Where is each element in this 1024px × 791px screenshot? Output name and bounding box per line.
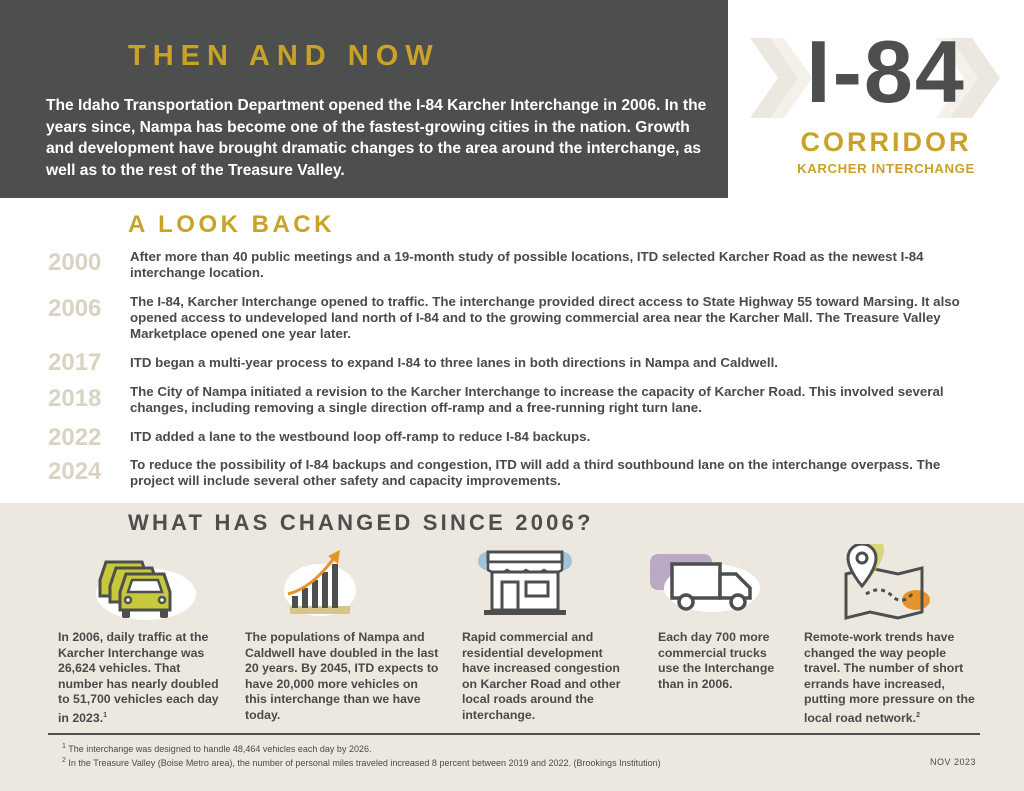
- timeline-text: The I-84, Karcher Interchange opened to traffic. The interchange provided direct access to State Highway 55 toward Marsing. It also opened access to undeveloped land north of I-84 and to the growing commercial area near the Karcher Mall. The Treasure Valley Marketplace opened one year later.: [130, 294, 960, 341]
- timeline-text: ITD began a multi-year process to expand I-84 to three lanes in both directions in Nampa and Caldwell.: [130, 355, 778, 370]
- change-population-text: [245, 630, 440, 723]
- change-text: The populations of Nampa and Caldwell have doubled in the last 20 years. By 2045, ITD expects to have 20,000 more vehicles on this interchange than we have today.: [245, 630, 439, 722]
- growth-chart-icon: [282, 548, 362, 623]
- corridor-logo: [728, 0, 1024, 198]
- date-code: NOV 2023: [930, 757, 977, 767]
- truck-icon: [646, 548, 762, 623]
- intro-paragraph: The Idaho Transportation Department opened the I-84 Karcher Interchange in 2006. In the years since, Nampa has become one of the fastest-growing cities in the nation. Growth and development have brought dramatic changes to the area around the interchange, as well as to the rest of the Treasure Valley.: [46, 97, 707, 179]
- changes-title: WHAT HAS CHANGED SINCE 2006?: [128, 510, 594, 535]
- footnote-text: In the Treasure Valley (Boise Metro area), the number of personal miles traveled increased 8 percent between 2019 and 2022. (Brookings Institution): [68, 758, 661, 768]
- change-development-text: [462, 630, 634, 723]
- footnote-text: The interchange was designed to handle 48,464 vehicles each day by 2026.: [68, 744, 372, 754]
- timeline-text: The City of Nampa initiated a revision to the Karcher Interchange to increase the capacity of Karcher Road. This involved several changes, including removing a single direction off-ramp and a free-running right turn lane.: [130, 384, 944, 415]
- timeline-year: 2022: [48, 424, 102, 451]
- timeline-year: 2018: [48, 385, 102, 412]
- cars-icon: [90, 548, 200, 627]
- change-text: Rapid commercial and residential development have increased congestion on Karcher Road and other local roads around the interchange.: [462, 630, 621, 722]
- footnote-ref: 1: [103, 711, 108, 719]
- change-text: In 2006, daily traffic at the Karcher Interchange was 26,624 vehicles. That number has nearly doubled to 51,700 vehicles each day in 2023.: [58, 630, 219, 725]
- change-text: Remote-work trends have changed the way people travel. The number of short errands have increased, putting more pressure on the local road network.: [804, 630, 975, 725]
- change-text: Each day 700 more commercial trucks use the Interchange than in 2006.: [658, 630, 775, 691]
- timeline-year: 2024: [48, 458, 102, 485]
- timeline-year: 2000: [48, 249, 102, 276]
- logo-highway-number: I-84: [806, 22, 966, 121]
- logo-corridor-text: CORRIDOR: [800, 127, 972, 157]
- footnote-2: [62, 757, 661, 768]
- timeline-year: 2006: [48, 295, 102, 322]
- change-traffic-text: [58, 630, 226, 726]
- footnote-ref: 2: [916, 711, 920, 719]
- change-trucks-text: [658, 630, 780, 692]
- timeline-text: ITD added a lane to the westbound loop off-ramp to reduce I-84 backups.: [130, 429, 591, 444]
- footnote-1: [62, 743, 371, 754]
- timeline-title: A LOOK BACK: [128, 211, 335, 238]
- footnote-divider: [48, 733, 980, 735]
- timeline-year: 2017: [48, 349, 102, 376]
- logo-interchange-text: KARCHER INTERCHANGE: [797, 161, 975, 176]
- footnote-mark: 1: [62, 743, 66, 750]
- timeline-text: To reduce the possibility of I-84 backups and congestion, ITD will add a third southbound lane on the interchange overpass. The project will include several other safety and capacity improvements.: [130, 457, 941, 488]
- footnote-mark: 2: [62, 757, 66, 764]
- change-remote-work-text: [804, 630, 980, 726]
- page-title: THEN AND NOW: [128, 40, 440, 72]
- storefront-icon: [478, 548, 572, 623]
- map-pin-icon: [836, 544, 936, 625]
- timeline-text: After more than 40 public meetings and a 19-month study of possible locations, ITD selected Karcher Road as the newest I-84 interchange location.: [130, 249, 924, 280]
